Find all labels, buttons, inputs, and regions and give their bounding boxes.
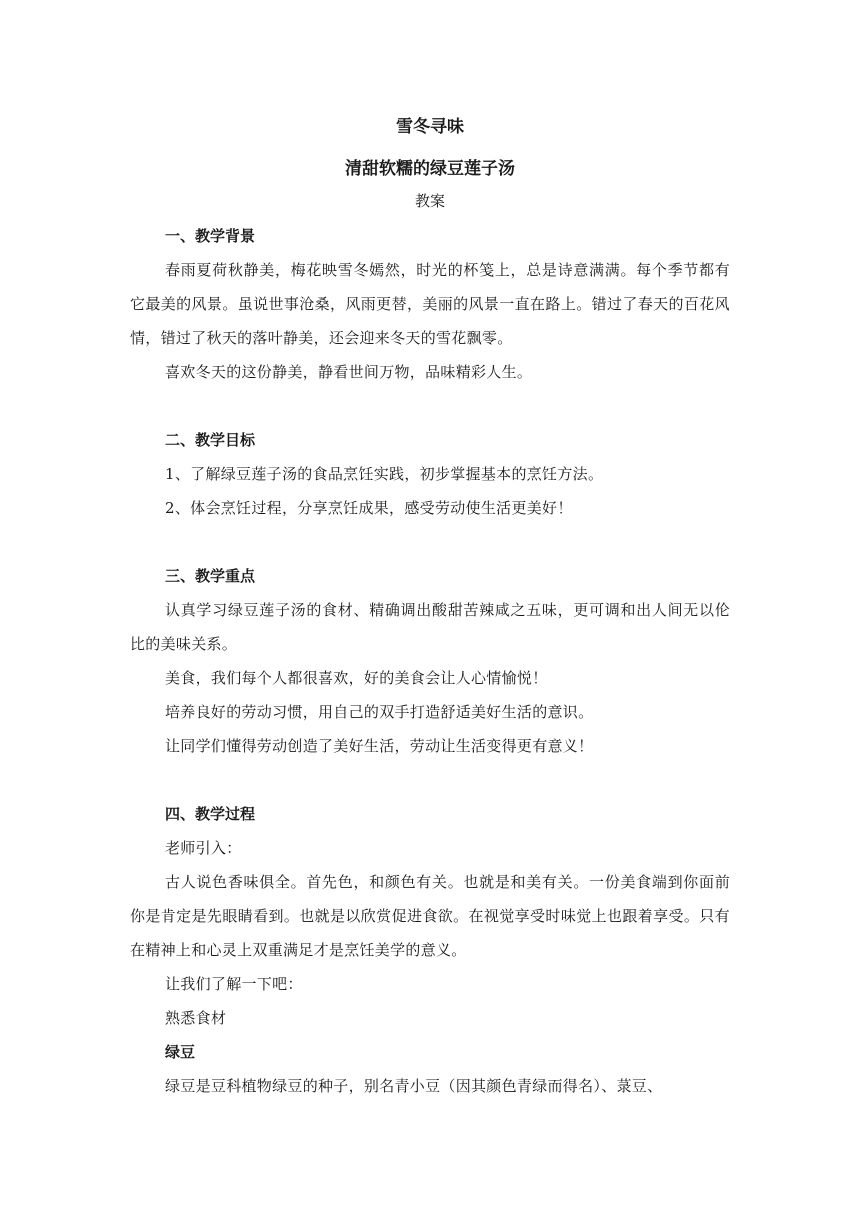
document-type: 教案 (414, 192, 445, 210)
section-background (130, 219, 730, 389)
document-page (130, 112, 730, 1103)
blank-line (130, 389, 730, 423)
paragraph: 熟悉食材 (165, 1009, 227, 1027)
paragraph: 培养良好的劳动习惯，用自己的双手打造舒适美好生活的意识。 (165, 703, 594, 721)
ingredient-heading: 绿豆 (165, 1043, 196, 1061)
paragraph: 1、了解绿豆莲子汤的食品烹饪实践，初步掌握基本的烹饪方法。 (165, 465, 604, 483)
section-heading: 二、教学目标 (165, 431, 256, 449)
section-objectives (130, 423, 730, 525)
paragraph: 春雨夏荷秋静美，梅花映雪冬嫣然，时光的杯笺上，总是诗意满满。每个季节都有它最美的风景。虽说世事沧桑，风雨更替，美丽的风景一直在路上。错过了春天的百花风情，错过了秋天的落叶静美，还会迎来冬天的雪花飘零。 (130, 261, 730, 347)
paragraph: 让我们了解一下吧： (165, 975, 303, 993)
blank-line (130, 763, 730, 797)
section-key-points (130, 559, 730, 763)
paragraph: 让同学们懂得劳动创造了美好生活，劳动让生活变得更有意义！ (165, 737, 594, 755)
section-process (130, 797, 730, 1103)
document-title: 雪冬寻味 (396, 117, 464, 137)
paragraph: 喜欢冬天的这份静美，静看世间万物，品味精彩人生。 (165, 363, 533, 381)
paragraph: 老师引入： (165, 839, 242, 857)
document-subtitle: 清甜软糯的绿豆莲子汤 (345, 159, 515, 179)
paragraph: 美食，我们每个人都很喜欢，好的美食会让人心情愉悦！ (165, 669, 548, 687)
section-heading: 四、教学过程 (165, 805, 256, 823)
paragraph: 绿豆是豆科植物绿豆的种子，别名青小豆（因其颜色青绿而得名）、菉豆、 (165, 1077, 663, 1095)
paragraph: 2、体会烹饪过程，分享烹饪成果，感受劳动使生活更美好！ (165, 499, 573, 517)
section-heading: 一、教学背景 (165, 227, 256, 245)
paragraph: 古人说色香味俱全。首先色，和颜色有关。也就是和美有关。一份美食端到你面前你是肯定是先眼睛看到。也就是以欣赏促进食欲。在视觉享受时味觉上也跟着享受。只有在精神上和心灵上双重满足才是烹饪美学的意义。 (130, 873, 730, 959)
section-heading: 三、教学重点 (165, 567, 256, 585)
paragraph: 认真学习绿豆莲子汤的食材、精确调出酸甜苦辣咸之五味，更可调和出人间无以伦比的美味关系。 (130, 601, 730, 653)
blank-line (130, 525, 730, 559)
